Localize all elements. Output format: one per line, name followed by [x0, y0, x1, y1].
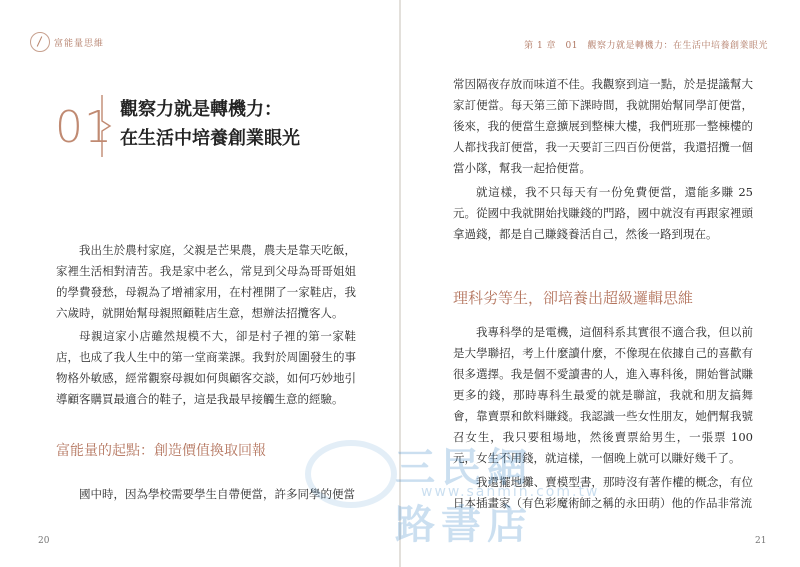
- watermark-url: www.sanmin.com.tw: [421, 484, 600, 500]
- paragraph: 我出生於農村家庭，父親是芒果農，農夫是靠天吃飯，家裡生活相對清苦。我是家中老么，常見到父母為哥哥姐姐的學費發愁，母親為了增補家用，在村裡開了一家鞋店，我六歲時，就開始幫母親照顧鞋店生意，想辦法招攬客人。: [56, 243, 356, 320]
- paragraph: 常因隔夜存放而味道不佳。我觀察到這一點，於是提議幫大家訂便當。每天第三節下課時間，我就開始幫同學訂便當，後來，我的便當生意擴展到整棟大樓，我們班那一整棟樓的人都找我訂便當，我一天要訂三四百份便當，我還招攬一個當小隊，幫我一起拾便當。: [453, 77, 753, 175]
- right-page: [401, 0, 800, 567]
- paragraph: 國中時，因為學校需要學生自帶便當，許多同學的便當: [79, 487, 355, 501]
- page-number-right: 21: [755, 536, 767, 546]
- paragraph: 我專科學的是電機，這個科系其實很不適合我，但以前是大學聯招，考上什麼讀什麼，不像現在依據自己的喜歡有很多選擇。我是個不愛讀書的人，進入專科後，開始嘗試賺更多的錢，那時專科生最愛的就是聯誼，我就和朋友搞舞會，靠賣票和飲料賺錢。我認識一些女性朋友，她們幫我號召女生，我只要租場地，然後賣票給男生，一張票 100 元，女生不用錢，就這樣，一個晚上就可以賺好幾千了。: [453, 325, 753, 465]
- right-body-text-2: [453, 322, 753, 517]
- right-body-text: [453, 74, 753, 248]
- left-body-text: [56, 240, 356, 412]
- paragraph: 母親這家小店雖然規模不大，卻是村子裡的第一家鞋店，也成了我人生中的第一堂商業課。我對於周圍發生的事物格外敏感，經常觀察母親如何與顧客交談，如何巧妙地引導顧客購買最適合的鞋子，這是我最早接觸生意的經驗。: [56, 329, 356, 406]
- section-heading-left: 富能量的起點：創造價值換取回報: [56, 443, 266, 459]
- running-head-left: [30, 32, 104, 52]
- chapter-brace-icon: [100, 95, 114, 157]
- paragraph: 就這樣，我不只每天有一份免費便當，還能多賺 25 元。從國中我就開始找賺錢的門路，國中就沒有再跟家裡頭拿過錢，都是自己賺錢養活自己，然後一路到現在。: [453, 185, 753, 241]
- running-head-right: 第 1 章 01 觀察力就是轉機力：在生活中培養創業眼光: [524, 41, 768, 51]
- book-title-running-head: 富能量思維: [54, 38, 105, 49]
- section-heading-right: 理科劣等生，卻培養出超級邏輯思維: [453, 289, 694, 307]
- chapter-title-line2: 在生活中培養創業眼光: [120, 128, 300, 149]
- watermark-text: 三民網路書店: [395, 445, 533, 548]
- paragraph: 我還擺地攤、賣模型書，那時沒有著作權的概念，有位日本插畫家（有色彩魔術師之稱的永田萌）他的作品非常流: [453, 475, 753, 510]
- page-number-left: 20: [38, 536, 50, 546]
- left-body-text-2: [56, 484, 356, 505]
- feather-logo-icon: [30, 32, 50, 52]
- chapter-number: 01: [55, 102, 113, 153]
- chapter-title-line1: 觀察力就是轉機力：: [120, 99, 282, 120]
- left-page: [0, 0, 399, 567]
- chapter-title: [120, 95, 300, 153]
